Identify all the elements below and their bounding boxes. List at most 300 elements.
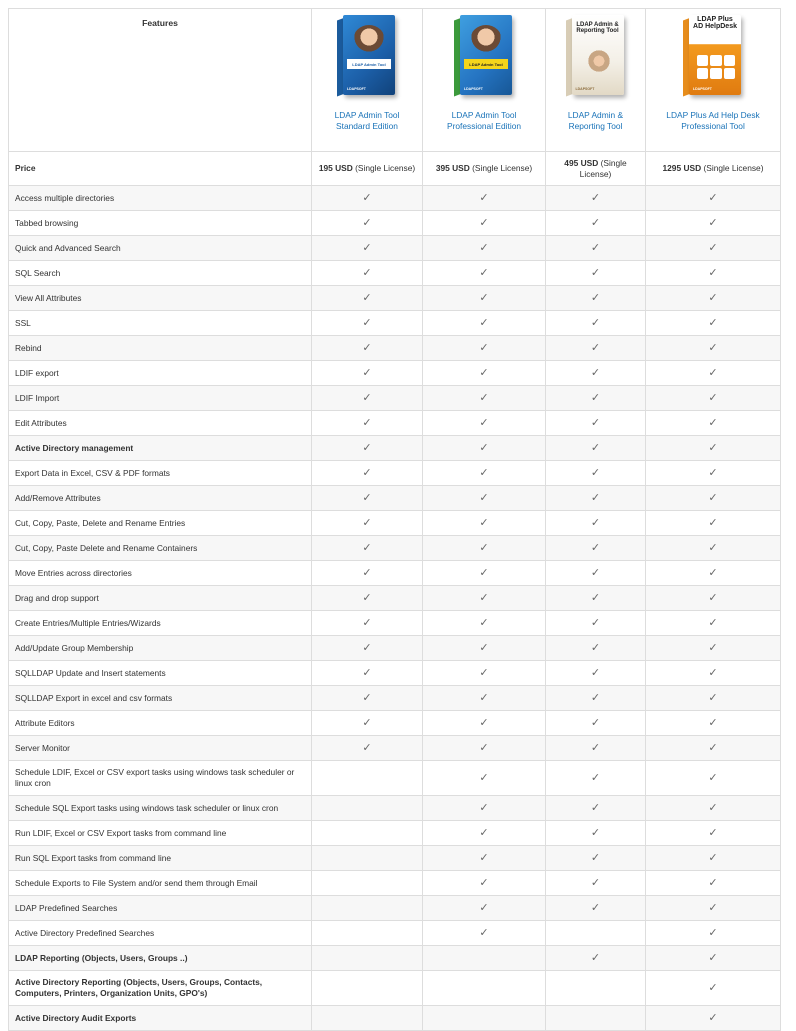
- checkmark-icon: ✓: [362, 416, 372, 429]
- checkmark-icon: ✓: [708, 216, 718, 229]
- checkmark-icon: ✓: [590, 191, 601, 204]
- support-cell: [312, 896, 423, 921]
- feature-row: [9, 511, 781, 536]
- checkmark-icon: ✓: [590, 416, 601, 429]
- support-cell: [423, 336, 546, 361]
- product-box-image-helpdesk[interactable]: LDAP Plus AD HelpDesk LDAPSOFT: [681, 15, 745, 101]
- feature-name: SSL: [9, 311, 312, 336]
- checkmark-icon: ✓: [479, 826, 489, 839]
- checkmark-icon: ✓: [590, 876, 601, 889]
- checkmark-icon: ✓: [590, 901, 601, 914]
- checkmark-icon: ✓: [590, 541, 601, 554]
- feature-row: [9, 661, 781, 686]
- product-column-professional: [423, 9, 546, 152]
- support-cell: [646, 796, 781, 821]
- checkmark-icon: ✓: [479, 366, 489, 379]
- feature-row: [9, 361, 781, 386]
- checkmark-icon: ✓: [708, 641, 718, 654]
- support-cell: [423, 896, 546, 921]
- feature-name: Active Directory Predefined Searches: [9, 921, 312, 946]
- product-link-admin-reporting[interactable]: LDAP Admin & Reporting Tool: [567, 110, 624, 131]
- support-cell: [646, 561, 781, 586]
- table-header: [9, 9, 781, 152]
- feature-name: Run SQL Export tasks from command line: [9, 846, 312, 871]
- support-cell: [423, 686, 546, 711]
- checkmark-icon: ✓: [708, 716, 718, 729]
- feature-row: [9, 921, 781, 946]
- checkmark-icon: ✓: [708, 771, 718, 784]
- feature-name: Schedule Exports to File System and/or send them through Email: [9, 871, 312, 896]
- support-cell: [312, 946, 423, 971]
- support-cell: [312, 186, 423, 211]
- checkmark-icon: ✓: [362, 716, 372, 729]
- feature-name: Edit Attributes: [9, 411, 312, 436]
- support-cell: [546, 736, 646, 761]
- support-cell: [423, 536, 546, 561]
- support-cell: [423, 921, 546, 946]
- checkmark-icon: ✓: [362, 566, 372, 579]
- checkmark-icon: ✓: [708, 391, 718, 404]
- checkmark-icon: ✓: [590, 316, 601, 329]
- support-cell: [312, 611, 423, 636]
- support-cell: [423, 211, 546, 236]
- support-cell: [646, 1006, 781, 1031]
- checkmark-icon: ✓: [479, 541, 489, 554]
- checkmark-icon: ✓: [362, 391, 372, 404]
- feature-row: [9, 286, 781, 311]
- feature-name: Active Directory Reporting (Objects, Users, Groups, Contacts, Computers, Printers, Organization Units, GPO's): [9, 971, 312, 1006]
- checkmark-icon: ✓: [479, 241, 489, 254]
- checkmark-icon: ✓: [590, 216, 601, 229]
- checkmark-icon: ✓: [479, 771, 489, 784]
- support-cell: [646, 411, 781, 436]
- support-cell: [546, 946, 646, 971]
- feature-row: [9, 946, 781, 971]
- support-cell: [312, 736, 423, 761]
- support-cell: [546, 461, 646, 486]
- checkmark-icon: ✓: [362, 516, 372, 529]
- feature-name: SQLLDAP Export in excel and csv formats: [9, 686, 312, 711]
- feature-name: View All Attributes: [9, 286, 312, 311]
- feature-name: Run LDIF, Excel or CSV Export tasks from command line: [9, 821, 312, 846]
- support-cell: [312, 586, 423, 611]
- support-cell: [646, 261, 781, 286]
- checkmark-icon: ✓: [362, 191, 372, 204]
- support-cell: [546, 386, 646, 411]
- checkmark-icon: ✓: [708, 191, 718, 204]
- checkmark-icon: ✓: [479, 316, 489, 329]
- checkmark-icon: ✓: [362, 291, 372, 304]
- support-cell: [546, 511, 646, 536]
- checkmark-icon: ✓: [590, 826, 601, 839]
- checkmark-icon: ✓: [708, 801, 718, 814]
- support-cell: [546, 186, 646, 211]
- support-cell: [646, 921, 781, 946]
- feature-row: [9, 436, 781, 461]
- feature-row: [9, 261, 781, 286]
- checkmark-icon: ✓: [362, 691, 372, 704]
- feature-name: Add/Remove Attributes: [9, 486, 312, 511]
- support-cell: [646, 336, 781, 361]
- checkmark-icon: ✓: [708, 666, 718, 679]
- support-cell: [312, 436, 423, 461]
- price-cell-standard: 195 USD (Single License): [312, 152, 423, 186]
- feature-row: [9, 586, 781, 611]
- checkmark-icon: ✓: [479, 391, 489, 404]
- product-box-image-professional[interactable]: LDAP Admin Tool LDAPSOFT: [452, 15, 516, 101]
- support-cell: [646, 486, 781, 511]
- support-cell: [312, 236, 423, 261]
- support-cell: [546, 261, 646, 286]
- checkmark-icon: ✓: [479, 876, 489, 889]
- support-cell: [546, 1006, 646, 1031]
- product-box-image-admin-reporting[interactable]: LDAP Admin & Reporting Tool LDAPSOFT: [564, 15, 628, 101]
- support-cell: [423, 386, 546, 411]
- support-cell: [312, 686, 423, 711]
- checkmark-icon: ✓: [479, 566, 489, 579]
- checkmark-icon: ✓: [479, 801, 489, 814]
- checkmark-icon: ✓: [479, 291, 489, 304]
- feature-row: [9, 846, 781, 871]
- checkmark-icon: ✓: [479, 516, 489, 529]
- checkmark-icon: ✓: [708, 541, 718, 554]
- support-cell: [646, 511, 781, 536]
- product-link-helpdesk[interactable]: LDAP Plus Ad Help Desk Professional Tool: [666, 110, 760, 131]
- feature-row: [9, 796, 781, 821]
- feature-row: [9, 971, 781, 1006]
- support-cell: [423, 436, 546, 461]
- checkmark-icon: ✓: [362, 241, 372, 254]
- checkmark-icon: ✓: [708, 851, 718, 864]
- checkmark-icon: ✓: [590, 516, 601, 529]
- product-link-professional[interactable]: LDAP Admin Tool Professional Edition: [446, 110, 522, 131]
- support-cell: [423, 286, 546, 311]
- support-cell: [423, 846, 546, 871]
- checkmark-icon: ✓: [708, 266, 718, 279]
- feature-row: [9, 486, 781, 511]
- support-cell: [312, 921, 423, 946]
- feature-row: [9, 761, 781, 796]
- product-column-standard: [312, 9, 423, 152]
- support-cell: [546, 411, 646, 436]
- checkmark-icon: ✓: [590, 566, 601, 579]
- support-cell: [423, 796, 546, 821]
- checkmark-icon: ✓: [708, 691, 718, 704]
- checkmark-icon: ✓: [590, 851, 601, 864]
- support-cell: [312, 286, 423, 311]
- support-cell: [312, 411, 423, 436]
- checkmark-icon: ✓: [362, 616, 372, 629]
- support-cell: [646, 736, 781, 761]
- checkmark-icon: ✓: [708, 901, 718, 914]
- checkmark-icon: ✓: [362, 441, 372, 454]
- checkmark-icon: ✓: [362, 466, 372, 479]
- checkmark-icon: ✓: [590, 266, 601, 279]
- checkmark-icon: ✓: [708, 441, 718, 454]
- support-cell: [546, 896, 646, 921]
- product-box-image-standard[interactable]: LDAP Admin Tool LDAPSOFT: [335, 15, 399, 101]
- support-cell: [312, 971, 423, 1006]
- support-cell: [646, 711, 781, 736]
- support-cell: [646, 971, 781, 1006]
- product-column-helpdesk: [646, 9, 781, 152]
- feature-row: [9, 871, 781, 896]
- checkmark-icon: ✓: [479, 716, 489, 729]
- checkmark-icon: ✓: [590, 666, 601, 679]
- feature-name: Add/Update Group Membership: [9, 636, 312, 661]
- support-cell: [646, 871, 781, 896]
- feature-row: [9, 461, 781, 486]
- support-cell: [312, 761, 423, 796]
- checkmark-icon: ✓: [708, 1011, 718, 1024]
- support-cell: [646, 436, 781, 461]
- checkmark-icon: ✓: [590, 771, 601, 784]
- checkmark-icon: ✓: [362, 641, 372, 654]
- support-cell: [312, 461, 423, 486]
- feature-name: Server Monitor: [9, 736, 312, 761]
- feature-name: LDAP Reporting (Objects, Users, Groups ..): [9, 946, 312, 971]
- checkmark-icon: ✓: [479, 216, 489, 229]
- feature-name: Drag and drop support: [9, 586, 312, 611]
- checkmark-icon: ✓: [479, 666, 489, 679]
- checkmark-icon: ✓: [708, 491, 718, 504]
- feature-name: Rebind: [9, 336, 312, 361]
- checkmark-icon: ✓: [362, 316, 372, 329]
- checkmark-icon: ✓: [362, 491, 372, 504]
- support-cell: [423, 261, 546, 286]
- checkmark-icon: ✓: [708, 951, 718, 964]
- support-cell: [646, 896, 781, 921]
- checkmark-icon: ✓: [479, 341, 489, 354]
- support-cell: [546, 686, 646, 711]
- support-cell: [646, 286, 781, 311]
- checkmark-icon: ✓: [479, 416, 489, 429]
- price-cell-helpdesk: 1295 USD (Single License): [646, 152, 781, 186]
- feature-row: [9, 211, 781, 236]
- support-cell: [423, 311, 546, 336]
- checkmark-icon: ✓: [479, 901, 489, 914]
- support-cell: [312, 211, 423, 236]
- support-cell: [646, 636, 781, 661]
- price-row: [9, 152, 781, 186]
- feature-name: Export Data in Excel, CSV & PDF formats: [9, 461, 312, 486]
- checkmark-icon: ✓: [479, 616, 489, 629]
- support-cell: [423, 411, 546, 436]
- support-cell: [546, 711, 646, 736]
- support-cell: [546, 796, 646, 821]
- checkmark-icon: ✓: [590, 291, 601, 304]
- support-cell: [312, 636, 423, 661]
- support-cell: [312, 661, 423, 686]
- support-cell: [546, 661, 646, 686]
- support-cell: [312, 871, 423, 896]
- feature-name: Quick and Advanced Search: [9, 236, 312, 261]
- support-cell: [546, 286, 646, 311]
- support-cell: [646, 536, 781, 561]
- feature-name: Attribute Editors: [9, 711, 312, 736]
- support-cell: [646, 686, 781, 711]
- support-cell: [646, 386, 781, 411]
- support-cell: [423, 636, 546, 661]
- feature-row: [9, 711, 781, 736]
- feature-name: Cut, Copy, Paste Delete and Rename Containers: [9, 536, 312, 561]
- checkmark-icon: ✓: [590, 441, 601, 454]
- checkmark-icon: ✓: [362, 341, 372, 354]
- support-cell: [546, 211, 646, 236]
- checkmark-icon: ✓: [590, 366, 601, 379]
- checkmark-icon: ✓: [708, 366, 718, 379]
- support-cell: [312, 361, 423, 386]
- checkmark-icon: ✓: [590, 391, 601, 404]
- checkmark-icon: ✓: [708, 591, 718, 604]
- support-cell: [423, 711, 546, 736]
- support-cell: [646, 821, 781, 846]
- checkmark-icon: ✓: [362, 216, 372, 229]
- feature-row: [9, 736, 781, 761]
- support-cell: [423, 186, 546, 211]
- support-cell: [546, 586, 646, 611]
- feature-name: SQLLDAP Update and Insert statements: [9, 661, 312, 686]
- support-cell: [646, 661, 781, 686]
- support-cell: [312, 796, 423, 821]
- support-cell: [546, 871, 646, 896]
- support-cell: [312, 821, 423, 846]
- checkmark-icon: ✓: [590, 616, 601, 629]
- support-cell: [646, 611, 781, 636]
- support-cell: [312, 846, 423, 871]
- checkmark-icon: ✓: [590, 466, 601, 479]
- checkmark-icon: ✓: [708, 741, 718, 754]
- checkmark-icon: ✓: [590, 801, 601, 814]
- feature-row: [9, 561, 781, 586]
- checkmark-icon: ✓: [708, 826, 718, 839]
- support-cell: [546, 561, 646, 586]
- support-cell: [546, 761, 646, 796]
- checkmark-icon: ✓: [479, 851, 489, 864]
- checkmark-icon: ✓: [362, 541, 372, 554]
- feature-row: [9, 821, 781, 846]
- support-cell: [423, 461, 546, 486]
- support-cell: [546, 361, 646, 386]
- feature-name: SQL Search: [9, 261, 312, 286]
- feature-row: [9, 611, 781, 636]
- price-cell-professional: 395 USD (Single License): [423, 152, 546, 186]
- feature-name: Move Entries across directories: [9, 561, 312, 586]
- checkmark-icon: ✓: [362, 741, 372, 754]
- feature-name: LDIF Import: [9, 386, 312, 411]
- feature-name: Tabbed browsing: [9, 211, 312, 236]
- checkmark-icon: ✓: [362, 266, 372, 279]
- support-cell: [546, 611, 646, 636]
- support-cell: [423, 761, 546, 796]
- support-cell: [423, 736, 546, 761]
- checkmark-icon: ✓: [479, 441, 489, 454]
- support-cell: [646, 211, 781, 236]
- checkmark-icon: ✓: [590, 951, 601, 964]
- support-cell: [312, 536, 423, 561]
- header-row: [9, 9, 781, 152]
- checkmark-icon: ✓: [590, 716, 601, 729]
- support-cell: [312, 511, 423, 536]
- price-cell-admin-reporting: 495 USD (Single License): [546, 152, 646, 186]
- support-cell: [546, 536, 646, 561]
- checkmark-icon: ✓: [708, 416, 718, 429]
- support-cell: [423, 661, 546, 686]
- feature-name: LDAP Predefined Searches: [9, 896, 312, 921]
- support-cell: [423, 361, 546, 386]
- support-cell: [646, 586, 781, 611]
- checkmark-icon: ✓: [479, 191, 489, 204]
- checkmark-icon: ✓: [708, 516, 718, 529]
- feature-row: [9, 386, 781, 411]
- checkmark-icon: ✓: [590, 641, 601, 654]
- feature-name: LDIF export: [9, 361, 312, 386]
- support-cell: [646, 186, 781, 211]
- checkmark-icon: ✓: [479, 691, 489, 704]
- support-cell: [646, 761, 781, 796]
- support-cell: [423, 871, 546, 896]
- support-cell: [546, 921, 646, 946]
- checkmark-icon: ✓: [590, 741, 601, 754]
- support-cell: [423, 946, 546, 971]
- checkmark-icon: ✓: [479, 491, 489, 504]
- features-column-header: Features: [9, 9, 312, 152]
- checkmark-icon: ✓: [708, 316, 718, 329]
- feature-row: [9, 536, 781, 561]
- feature-row: [9, 896, 781, 921]
- support-cell: [312, 561, 423, 586]
- feature-name: Active Directory Audit Exports: [9, 1006, 312, 1031]
- checkmark-icon: ✓: [708, 981, 718, 994]
- support-cell: [546, 971, 646, 1006]
- checkmark-icon: ✓: [362, 591, 372, 604]
- checkmark-icon: ✓: [708, 566, 718, 579]
- support-cell: [546, 486, 646, 511]
- support-cell: [546, 336, 646, 361]
- checkmark-icon: ✓: [479, 591, 489, 604]
- product-link-standard[interactable]: LDAP Admin Tool Standard Edition: [334, 110, 400, 131]
- feature-name: Schedule LDIF, Excel or CSV export tasks using windows task scheduler or linux cron: [9, 761, 312, 796]
- support-cell: [546, 636, 646, 661]
- checkmark-icon: ✓: [479, 466, 489, 479]
- support-cell: [423, 971, 546, 1006]
- support-cell: [546, 236, 646, 261]
- checkmark-icon: ✓: [362, 666, 372, 679]
- checkmark-icon: ✓: [590, 691, 601, 704]
- checkmark-icon: ✓: [708, 241, 718, 254]
- product-column-admin-reporting: [546, 9, 646, 152]
- feature-comparison-table: [8, 8, 781, 1031]
- checkmark-icon: ✓: [708, 466, 718, 479]
- feature-row: [9, 311, 781, 336]
- support-cell: [646, 461, 781, 486]
- checkmark-icon: ✓: [590, 341, 601, 354]
- feature-row: [9, 1006, 781, 1031]
- feature-name: Active Directory management: [9, 436, 312, 461]
- support-cell: [546, 311, 646, 336]
- checkmark-icon: ✓: [590, 491, 601, 504]
- feature-row: [9, 636, 781, 661]
- support-cell: [312, 336, 423, 361]
- support-cell: [423, 821, 546, 846]
- checkmark-icon: ✓: [362, 366, 372, 379]
- checkmark-icon: ✓: [708, 341, 718, 354]
- support-cell: [423, 236, 546, 261]
- checkmark-icon: ✓: [479, 266, 489, 279]
- support-cell: [546, 846, 646, 871]
- checkmark-icon: ✓: [590, 241, 601, 254]
- support-cell: [423, 586, 546, 611]
